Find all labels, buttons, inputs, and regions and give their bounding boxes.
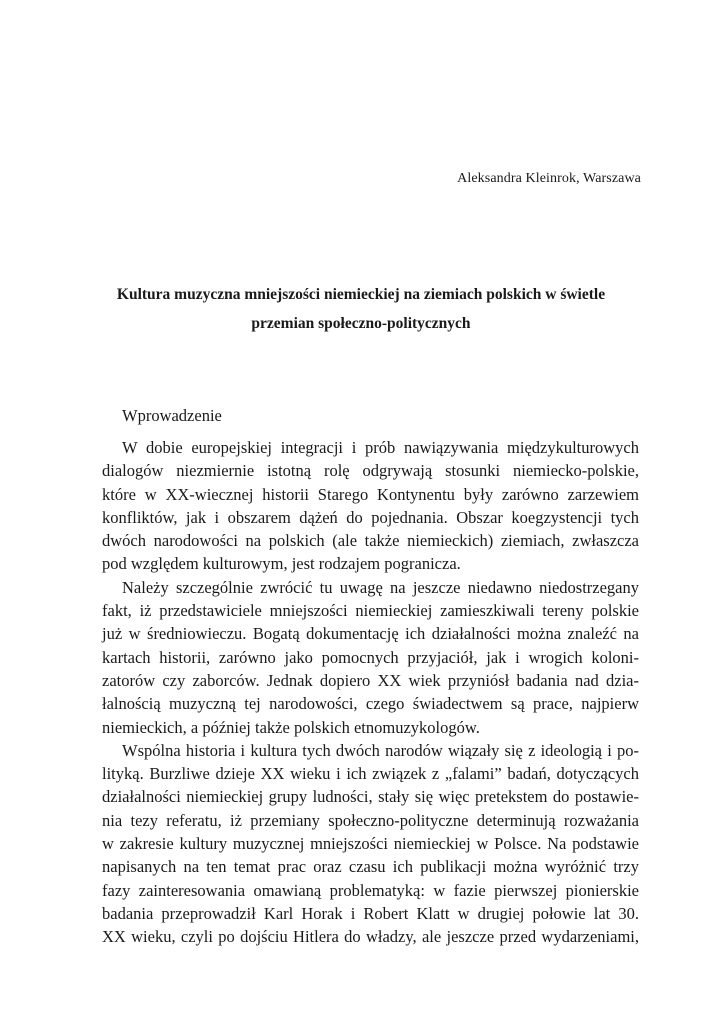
author-line: Aleksandra Kleinrok, Warszawa: [457, 171, 641, 186]
text-line: dwóch narodowości na polskich (ale także niemieckich) ziemiach, zwłaszcza: [102, 531, 639, 551]
title-line: przemian społeczno-politycznych: [251, 315, 471, 332]
paragraph: [102, 739, 639, 949]
text-line: w zakresie kultury muzycznej mniejszości niemieckiej w Polsce. Na podstawie: [102, 834, 639, 854]
text-line: lityką. Burzliwe dzieje XX wieku i ich związek z „falami” badań, dotyczących: [102, 764, 639, 784]
text-line: które w XX-wiecznej historii Starego Kontynentu były zarówno zarzewiem: [102, 484, 639, 504]
text-line: konfliktów, jak i obszarem dążeń do pojednania. Obszar koegzystencji tych: [102, 507, 639, 527]
article-title: [80, 280, 642, 338]
text-line: pod względem kulturowym, jest rodzajem pogranicza.: [102, 554, 461, 574]
text-line: niemieckich, a później także polskich etnomuzykologów.: [102, 717, 480, 737]
text-line: napisanych na ten temat prac oraz czasu ich publikacji można wyróżnić trzy: [102, 857, 639, 877]
paragraph: [102, 576, 639, 739]
text-line: kartach historii, zarówno jako pomocnych przyjaciół, jak i wrogich koloni-: [102, 647, 639, 667]
text-line: Należy szczególnie zwrócić tu uwagę na jeszcze niedawno niedostrzegany: [122, 577, 639, 597]
text-line: łalnością muzyczną tej narodowości, czego świadectwem są prace, najpierw: [102, 694, 639, 714]
text-line: zatorów czy zaborców. Jednak dopiero XX wiek przyniósł badania nad dzia-: [102, 670, 639, 690]
text-line: badania przeprowadził Karl Horak i Robert Klatt w drugiej połowie lat 30.: [102, 903, 639, 923]
text-line: dialogów niezmiernie istotną rolę odgrywają stosunki niemiecko-polskie,: [102, 461, 639, 481]
text-line: W dobie europejskiej integracji i prób nawiązywania międzykulturowych: [122, 438, 639, 457]
paragraph: [102, 436, 639, 576]
text-line: już w średniowieczu. Bogatą dokumentację ich działalności można znaleźć na: [102, 624, 639, 644]
text-line: nia tezy referatu, iż przemiany społeczno-polityczne determinują rozważania: [102, 810, 639, 830]
text-line: XX wieku, czyli po dojściu Hitlera do władzy, ale jeszcze przed wydarzeniami,: [102, 927, 639, 947]
section-heading: Wprowadzenie: [122, 406, 222, 425]
text-line: działalności niemieckiej grupy ludności, stały się więc pretekstem do postawie-: [102, 787, 639, 807]
text-line: fazy zainteresowania omawianą problematyką: w fazie pierwszej pionierskie: [102, 880, 639, 900]
title-line: Kultura muzyczna mniejszości niemieckiej na ziemiach polskich w świetle: [116, 286, 606, 303]
text-line: Wspólna historia i kultura tych dwóch narodów wiązały się z ideologią i po-: [122, 740, 639, 760]
body-text: [102, 436, 639, 949]
text-line: fakt, iż przedstawiciele mniejszości niemieckiej zamieszkiwali tereny polskie: [102, 601, 639, 621]
